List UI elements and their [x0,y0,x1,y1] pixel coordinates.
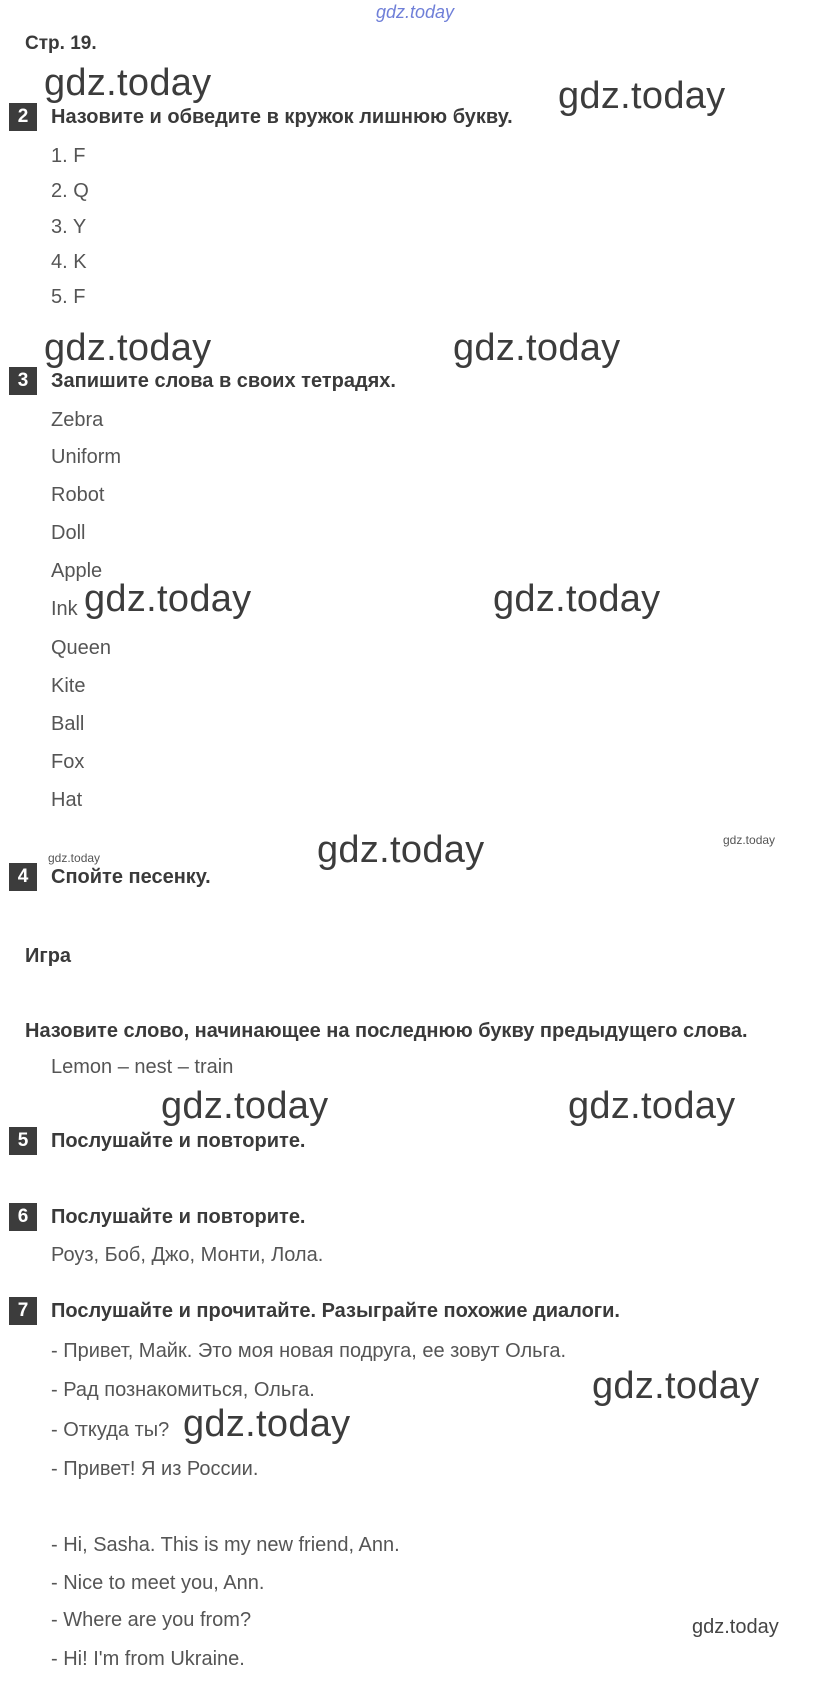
task-title: Запишите слова в своих тетрадях. [51,370,396,392]
task-number-badge: 2 [9,103,37,131]
task-number-badge: 6 [9,1203,37,1231]
list-item: Fox [51,751,85,773]
list-item: Queen [51,637,112,659]
watermark: gdz.today [44,327,212,369]
list-item: 5. F [51,286,86,308]
page-label: Стр. 19. [25,33,97,54]
game-example: Lemon – nest – train [51,1056,234,1078]
list-item: 3. Y [51,216,87,238]
dialog-line: - Привет, Майк. Это моя новая подруга, ее зовут Ольга. [51,1340,567,1362]
watermark: gdz.today [592,1365,760,1407]
game-heading: Игра [25,945,72,967]
names-line: Роуз, Боб, Джо, Монти, Лола. [51,1244,324,1266]
list-item: Apple [51,560,103,582]
list-item: 4. K [51,251,87,273]
dialog-line: - Nice to meet you, Ann. [51,1572,265,1594]
watermark: gdz.today [453,327,621,369]
watermark: gdz.today [44,62,212,104]
task-title: Послушайте и повторите. [51,1130,306,1152]
task-number-badge: 4 [9,863,37,891]
watermark-small: gdz.today [692,1616,779,1638]
dialog-line: - Привет! Я из России. [51,1458,259,1480]
list-item: 1. F [51,145,86,167]
dialog-line: - Рад познакомиться, Ольга. [51,1379,315,1401]
task-number-badge: 5 [9,1127,37,1155]
dialog-line: - Откуда ты? [51,1419,170,1441]
watermark: gdz.today [317,829,485,871]
dialog-line: - Hi, Sasha. This is my new friend, Ann. [51,1534,400,1556]
task-title: Послушайте и повторите. [51,1206,306,1228]
watermark: gdz.today [84,578,252,620]
task-number-badge: 7 [9,1297,37,1325]
task-number-badge: 3 [9,367,37,395]
watermark-small: gdz.today [723,833,776,847]
list-item: Zebra [51,409,104,431]
watermark: gdz.today [493,578,661,620]
list-item: Hat [51,789,83,811]
watermark: gdz.today [568,1085,736,1127]
task-title: Спойте песенку. [51,866,211,888]
list-item: Doll [51,522,86,544]
game-instruction: Назовите слово, начинающее на последнюю букву предыдущего слова. [25,1020,748,1042]
list-item: Kite [51,675,86,697]
watermark-top: gdz.today [376,2,455,22]
list-item: Robot [51,484,105,506]
watermark: gdz.today [183,1403,351,1445]
dialog-line: - Hi! I'm from Ukraine. [51,1648,245,1670]
watermark: gdz.today [161,1085,329,1127]
list-item: Ball [51,713,85,735]
task-title: Назовите и обведите в кружок лишнюю букву. [51,106,513,128]
list-item: 2. Q [51,180,89,202]
dialog-line: - Where are you from? [51,1609,252,1631]
watermark: gdz.today [558,75,726,117]
watermark-small: gdz.today [48,851,101,865]
list-item: Uniform [51,446,122,468]
task-title: Послушайте и прочитайте. Разыграйте похожие диалоги. [51,1300,620,1322]
list-item: Ink [51,598,78,620]
